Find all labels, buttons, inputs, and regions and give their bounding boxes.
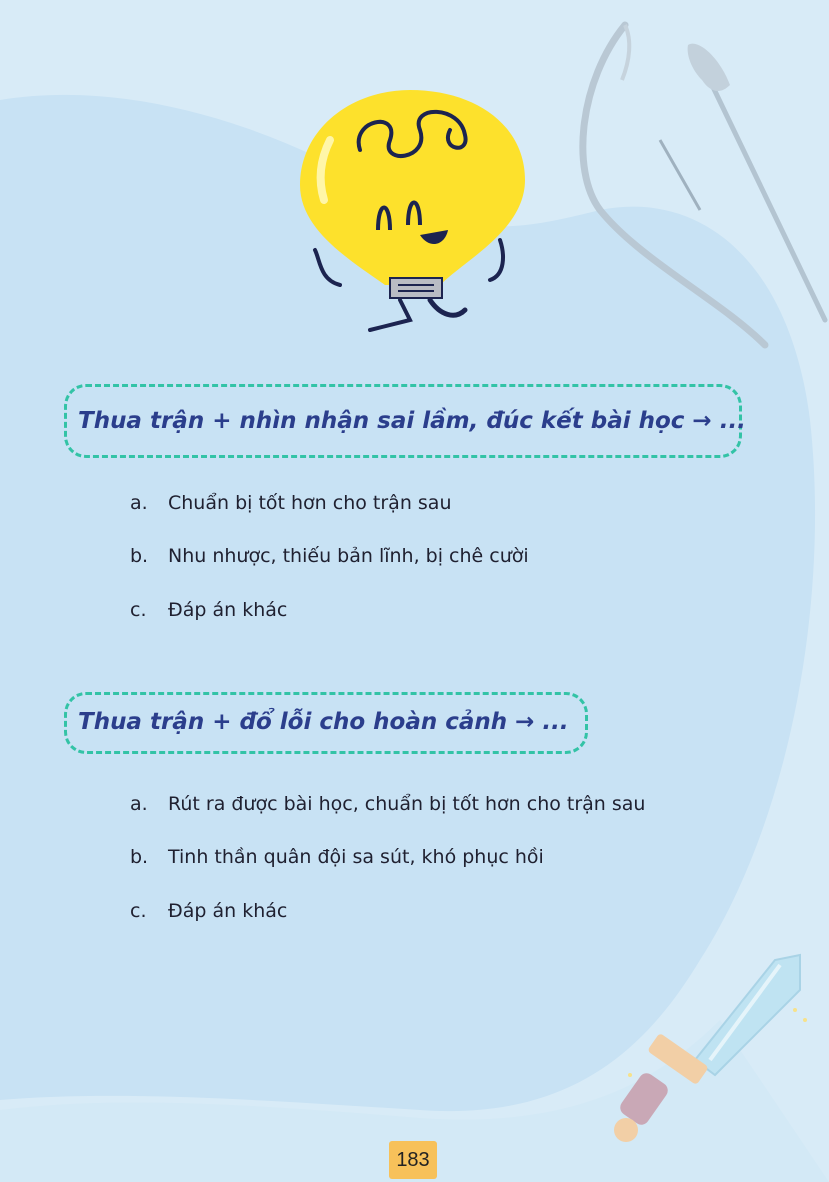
option-text: Đáp án khác: [168, 900, 288, 922]
question-title-1: Thua trận + nhìn nhận sai lầm, đúc kết bài học → ...: [78, 408, 746, 434]
option-label: a.: [130, 793, 148, 815]
sword-icon: [600, 940, 829, 1150]
option-label: c.: [130, 900, 147, 922]
option-1a[interactable]: [130, 492, 452, 514]
option-text: Đáp án khác: [168, 599, 288, 621]
option-text: Rút ra được bài học, chuẩn bị tốt hơn cho trận sau: [168, 793, 646, 815]
option-1c[interactable]: [130, 599, 287, 621]
question-title-2: Thua trận + đổ lỗi cho hoàn cảnh → ...: [78, 709, 569, 735]
option-text: Tinh thần quân đội sa sút, khó phục hồi: [168, 846, 544, 868]
option-2c[interactable]: [130, 900, 287, 922]
option-text: Chuẩn bị tốt hơn cho trận sau: [168, 492, 452, 514]
option-2b[interactable]: [130, 846, 544, 868]
option-label: a.: [130, 492, 148, 514]
page-number-badge: 183: [389, 1141, 437, 1179]
option-label: b.: [130, 846, 149, 868]
option-text: Nhu nhược, thiếu bản lĩnh, bị chê cười: [168, 545, 529, 567]
option-label: b.: [130, 545, 149, 567]
lightbulb-character-icon: [290, 80, 530, 340]
bow-and-arrow-icon: [560, 0, 829, 360]
option-1b[interactable]: [130, 545, 529, 567]
option-label: c.: [130, 599, 147, 621]
option-2a[interactable]: [130, 793, 645, 815]
